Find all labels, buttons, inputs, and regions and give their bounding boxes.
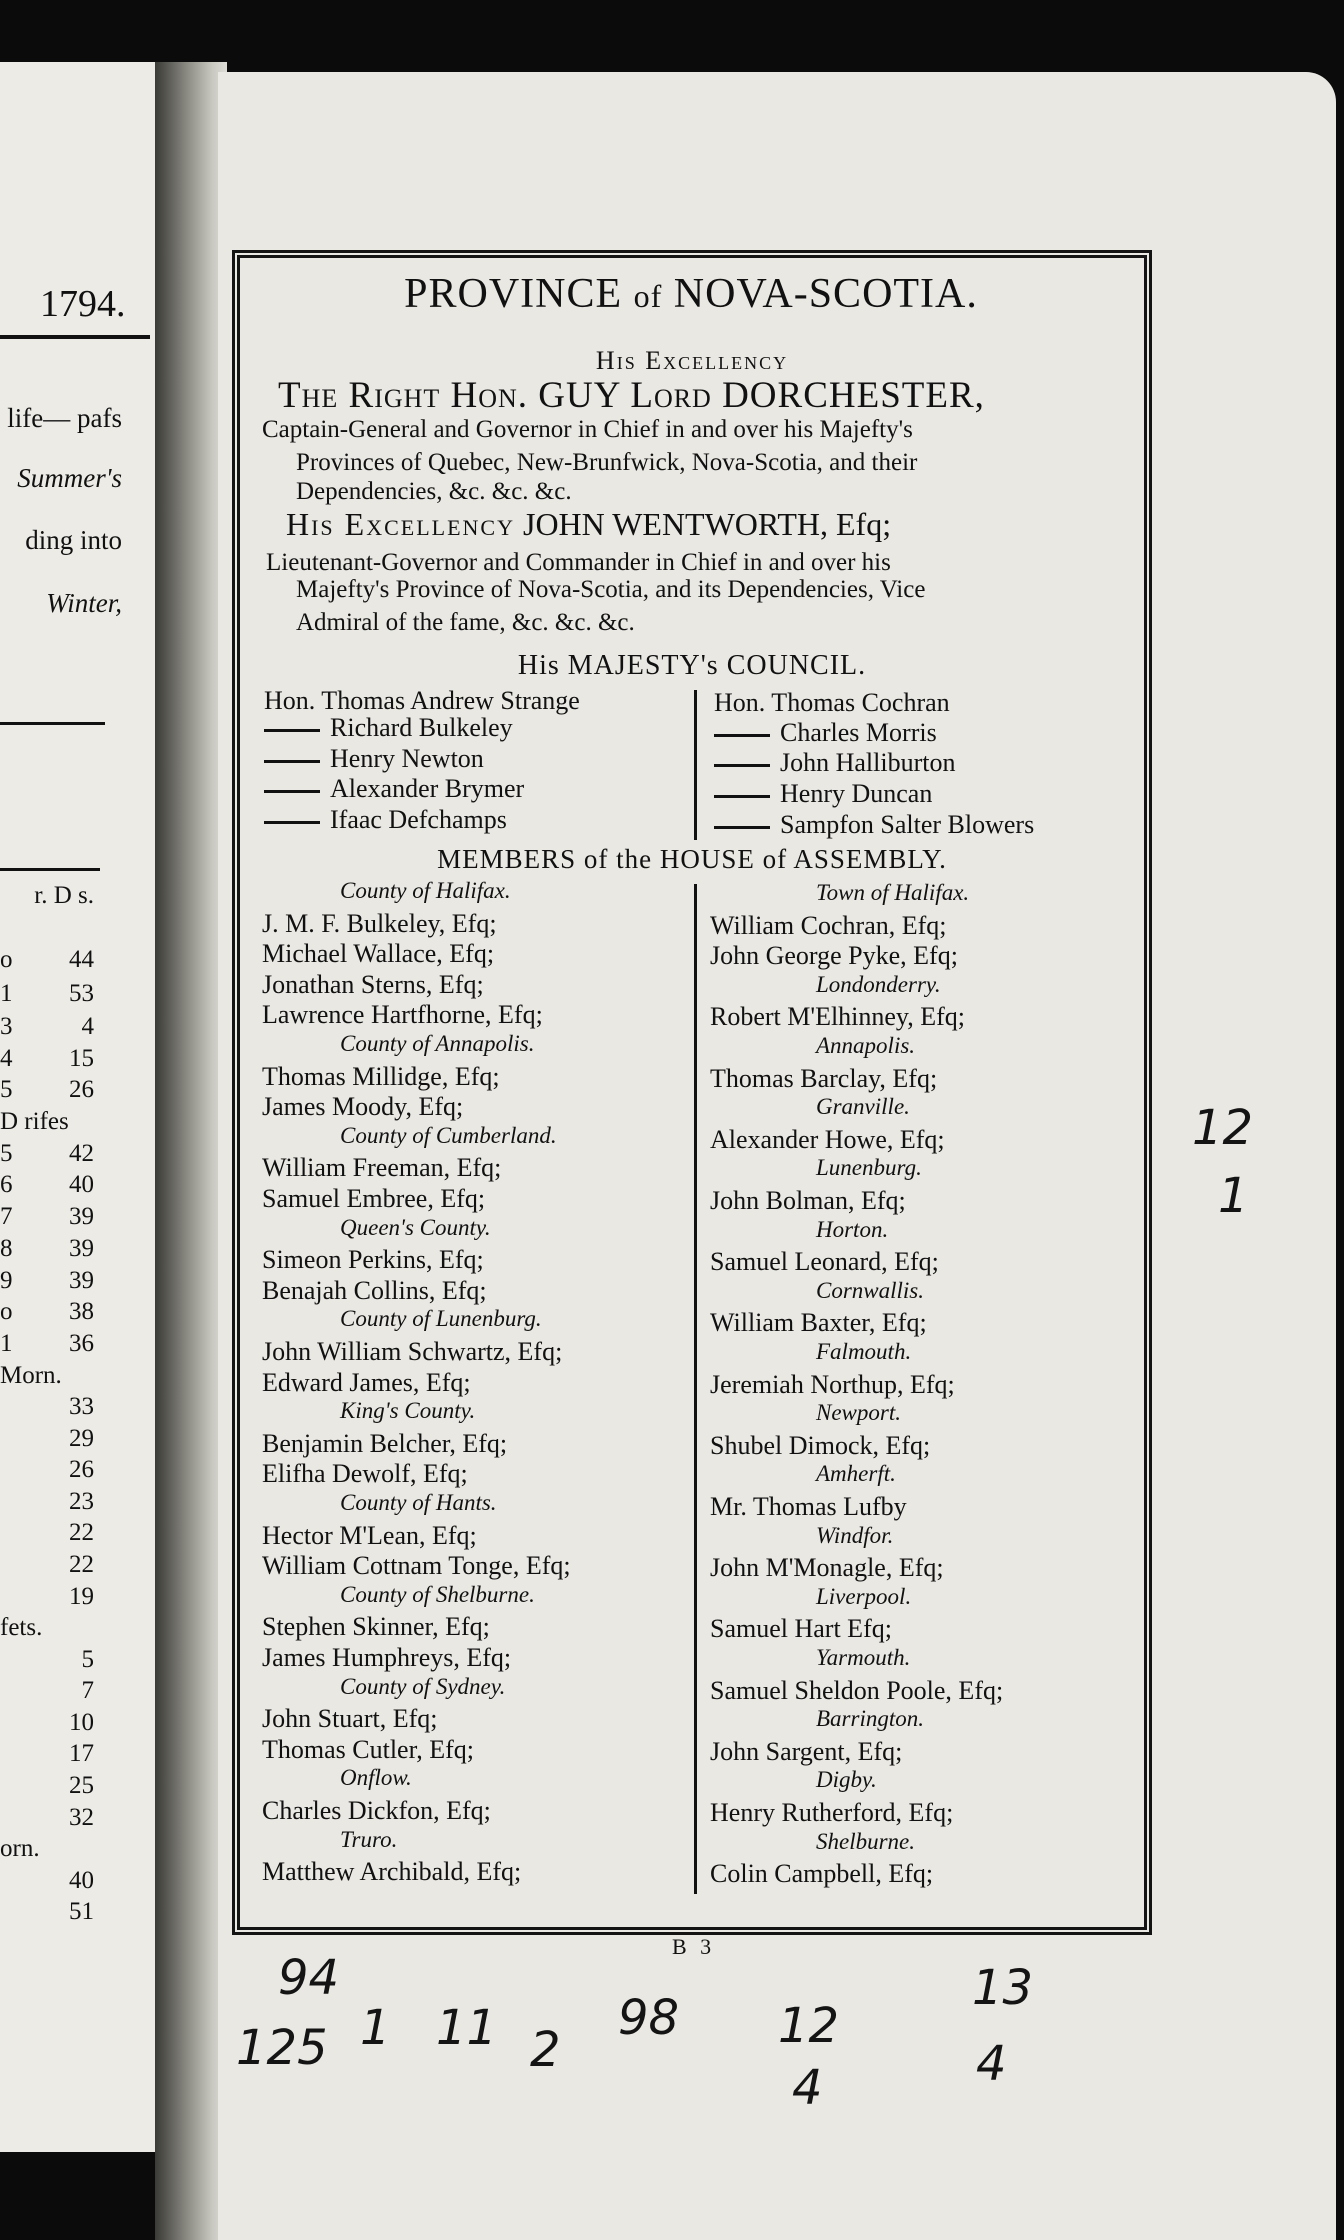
left-table-row bbox=[0, 1614, 100, 1642]
left-page-rule bbox=[0, 868, 100, 871]
left-table-row bbox=[0, 946, 100, 974]
left-table-cell: 23 bbox=[69, 1488, 94, 1515]
assembly-member: Benajah Collins, Efq; bbox=[262, 1275, 487, 1305]
council-member: Hon. Thomas Cochran bbox=[714, 688, 950, 717]
handwritten-margin-number: 1 bbox=[1218, 1168, 1249, 1224]
left-table-row bbox=[0, 1330, 100, 1358]
assembly-member: John Stuart, Efq; bbox=[262, 1704, 438, 1734]
council-member: Henry Duncan bbox=[714, 779, 932, 809]
assembly-member: James Moody, Efq; bbox=[262, 1092, 464, 1122]
left-table-row bbox=[0, 1140, 100, 1168]
governor-description-line: Provinces of Quebec, New-Brunfwick, Nova-Scotia, and their bbox=[296, 449, 918, 476]
constituency-heading: County of Cumberland. bbox=[340, 1122, 557, 1148]
left-table-cell: 33 bbox=[69, 1393, 94, 1420]
left-table-cell: 25 bbox=[69, 1772, 94, 1799]
left-table-row bbox=[0, 1267, 100, 1295]
left-table-row bbox=[0, 1835, 100, 1863]
left-table-cell: 22 bbox=[69, 1551, 94, 1578]
assembly-member: Thomas Barclay, Efq; bbox=[710, 1063, 938, 1093]
assembly-member: Robert M'Elhinney, Efq; bbox=[710, 1002, 966, 1032]
assembly-member: Lawrence Hartfhorne, Efq; bbox=[262, 1000, 543, 1030]
handwritten-number: 125 bbox=[236, 2020, 328, 2076]
constituency-heading: King's County. bbox=[340, 1398, 476, 1424]
left-table-cell: 39 bbox=[69, 1235, 94, 1262]
left-table-cell: o bbox=[0, 1298, 13, 1325]
left-table-row bbox=[0, 1456, 100, 1484]
signature-mark: B 3 bbox=[672, 1934, 716, 1959]
constituency-heading: Amherft. bbox=[816, 1461, 896, 1487]
lieutenant-governor-description-line: Admiral of the fame, &c. &c. &c. bbox=[296, 609, 635, 636]
council-member: Hon. Thomas Andrew Strange bbox=[264, 686, 580, 715]
constituency-heading: Truro. bbox=[340, 1826, 398, 1852]
assembly-member: Michael Wallace, Efq; bbox=[262, 939, 495, 969]
left-table-row bbox=[0, 1108, 100, 1136]
council-member: Charles Morris bbox=[714, 718, 937, 748]
assembly-member: Hector M'Lean, Efq; bbox=[262, 1520, 477, 1550]
left-table-row bbox=[0, 1583, 100, 1611]
left-table-cell: 42 bbox=[69, 1140, 94, 1167]
council-column-divider bbox=[694, 690, 697, 840]
assembly-member: Mr. Thomas Lufby bbox=[710, 1492, 907, 1521]
constituency-heading: County of Halifax. bbox=[340, 878, 511, 903]
left-table-row bbox=[0, 1740, 100, 1768]
assembly-member: Samuel Embree, Efq; bbox=[262, 1184, 486, 1213]
constituency-heading: Liverpool. bbox=[816, 1583, 912, 1609]
left-table-row bbox=[0, 1646, 100, 1674]
assembly-member: James Humphreys, Efq; bbox=[262, 1643, 512, 1672]
left-table-cell: o bbox=[0, 946, 13, 973]
constituency-heading: Barrington. bbox=[816, 1706, 924, 1732]
handwritten-number: 98 bbox=[618, 1990, 680, 2046]
constituency-heading: Falmouth. bbox=[816, 1339, 912, 1364]
assembly-member: William Cottnam Tonge, Efq; bbox=[262, 1551, 571, 1581]
constituency-heading: County of Sydney. bbox=[340, 1673, 506, 1699]
left-table-cell: 40 bbox=[69, 1171, 94, 1198]
council-member: Richard Bulkeley bbox=[264, 713, 513, 743]
assembly-member: Thomas Cutler, Efq; bbox=[262, 1734, 474, 1764]
left-table-cell: 7 bbox=[0, 1203, 13, 1230]
page-title: PROVINCE of NOVA-SCOTIA. bbox=[404, 271, 978, 317]
left-verse-line: ding into bbox=[25, 525, 122, 555]
assembly-member: William Freeman, Efq; bbox=[262, 1153, 502, 1183]
left-table-cell: Morn. bbox=[0, 1362, 62, 1389]
assembly-member: Jeremiah Northup, Efq; bbox=[710, 1369, 955, 1399]
assembly-member: Alexander Howe, Efq; bbox=[710, 1124, 945, 1154]
left-table-cell: 22 bbox=[69, 1519, 94, 1546]
left-table-row bbox=[0, 1076, 100, 1104]
left-table-row bbox=[0, 1551, 100, 1579]
left-table-cell: 26 bbox=[69, 1076, 94, 1103]
assembly-member: Matthew Archibald, Efq; bbox=[262, 1857, 522, 1887]
assembly-member: John Sargent, Efq; bbox=[710, 1736, 903, 1766]
assembly-member: J. M. F. Bulkeley, Efq; bbox=[262, 908, 497, 938]
assembly-member: Simeon Perkins, Efq; bbox=[262, 1245, 484, 1275]
assembly-member: William Baxter, Efq; bbox=[710, 1308, 927, 1338]
constituency-heading: County of Hants. bbox=[340, 1490, 497, 1515]
left-verse-line: Winter, bbox=[46, 588, 122, 618]
constituency-heading: Londonderry. bbox=[816, 971, 941, 997]
left-table-cell: 4 bbox=[81, 1013, 94, 1040]
left-table-cell: 19 bbox=[69, 1583, 94, 1610]
assembly-member: John George Pyke, Efq; bbox=[710, 941, 958, 971]
left-table-row bbox=[0, 1677, 100, 1705]
left-page-rule bbox=[0, 722, 105, 725]
constituency-heading: County of Lunenburg. bbox=[340, 1306, 542, 1332]
left-table-cell: 4 bbox=[0, 1045, 13, 1072]
left-table-cell: 17 bbox=[69, 1740, 94, 1767]
left-table-cell: 26 bbox=[69, 1456, 94, 1483]
left-table-cell: 8 bbox=[0, 1235, 13, 1262]
handwritten-number: 11 bbox=[436, 2000, 498, 2056]
left-table-row bbox=[0, 1171, 100, 1199]
constituency-heading: Town of Halifax. bbox=[816, 880, 970, 905]
left-table-row bbox=[0, 1867, 100, 1895]
left-page-rule bbox=[0, 335, 150, 339]
lieutenant-governor-description-line: Lieutenant-Governor and Commander in Chief in and over his bbox=[266, 549, 891, 576]
left-table-cell: 38 bbox=[69, 1298, 94, 1325]
left-table-cell: 39 bbox=[69, 1267, 94, 1294]
assembly-member: Charles Dickfon, Efq; bbox=[262, 1796, 491, 1825]
left-table-row bbox=[0, 1772, 100, 1800]
assembly-member: John M'Monagle, Efq; bbox=[710, 1553, 944, 1583]
constituency-heading: Windfor. bbox=[816, 1522, 894, 1548]
assembly-member: Samuel Hart Efq; bbox=[710, 1614, 892, 1644]
left-table-cell: 5 bbox=[0, 1076, 13, 1103]
assembly-member: Benjamin Belcher, Efq; bbox=[262, 1428, 508, 1458]
left-table-cell: 32 bbox=[69, 1804, 94, 1831]
left-table-row bbox=[0, 1203, 100, 1231]
governor-description-line: Dependencies, &c. &c. &c. bbox=[296, 478, 572, 505]
constituency-heading: Onflow. bbox=[340, 1765, 412, 1791]
left-table-row bbox=[0, 1488, 100, 1516]
council-member: Alexander Brymer bbox=[264, 774, 524, 804]
assembly-member: John Bolman, Efq; bbox=[710, 1186, 906, 1215]
handwritten-number: 2 bbox=[530, 2022, 561, 2078]
left-table-row bbox=[0, 980, 100, 1008]
assembly-member: Henry Rutherford, Efq; bbox=[710, 1798, 954, 1827]
constituency-heading: County of Shelburne. bbox=[340, 1581, 535, 1607]
assembly-member: John William Schwartz, Efq; bbox=[262, 1337, 563, 1366]
left-table-cell: orn. bbox=[0, 1835, 40, 1862]
lieutenant-governor-heading: His Excellency JOHN WENTWORTH, Efq; bbox=[286, 506, 892, 542]
left-table-cell: 1 bbox=[0, 1330, 13, 1357]
left-table-cell: 44 bbox=[69, 946, 94, 973]
left-table-row bbox=[0, 1013, 100, 1041]
left-table-row bbox=[0, 1235, 100, 1263]
handwritten-number: 94 bbox=[278, 1950, 340, 2006]
handwritten-margin-number: 12 bbox=[1192, 1100, 1254, 1156]
left-page-year: 1794. bbox=[40, 283, 126, 325]
handwritten-number: 1 bbox=[360, 2000, 391, 2056]
assembly-column-divider bbox=[694, 884, 697, 1894]
constituency-heading: Digby. bbox=[816, 1767, 877, 1793]
left-table-cell: 39 bbox=[69, 1203, 94, 1230]
assembly-member: Thomas Millidge, Efq; bbox=[262, 1061, 500, 1091]
constituency-heading: Newport. bbox=[816, 1400, 901, 1426]
left-table-row bbox=[0, 1045, 100, 1073]
left-table-row bbox=[0, 1709, 100, 1737]
left-verse-line: Summer's bbox=[17, 463, 122, 493]
left-table-row bbox=[0, 1898, 100, 1926]
constituency-heading: Shelburne. bbox=[816, 1828, 916, 1854]
handwritten-number: 12 bbox=[778, 1998, 840, 2054]
left-table-row bbox=[0, 1519, 100, 1547]
council-member: John Halliburton bbox=[714, 748, 956, 778]
assembly-member: Jonathan Sterns, Efq; bbox=[262, 969, 484, 999]
left-table-cell: 5 bbox=[81, 1646, 94, 1673]
constituency-heading: Horton. bbox=[816, 1216, 889, 1242]
left-table-cell: 7 bbox=[81, 1677, 94, 1704]
left-verse-line: life— pafs bbox=[7, 403, 122, 433]
constituency-heading: Queen's County. bbox=[340, 1214, 491, 1240]
left-table-cell: 6 bbox=[0, 1171, 13, 1198]
left-table-cell: 10 bbox=[69, 1709, 94, 1736]
council-member: Ifaac Defchamps bbox=[264, 805, 507, 835]
left-table-cell: 53 bbox=[69, 980, 94, 1007]
constituency-heading: Cornwallis. bbox=[816, 1277, 925, 1303]
lieutenant-governor-description-line: Majefty's Province of Nova-Scotia, and its Dependencies, Vice bbox=[296, 576, 926, 603]
left-table-cell: 5 bbox=[0, 1140, 13, 1167]
left-table-cell: 15 bbox=[69, 1045, 94, 1072]
left-table-cell: fets. bbox=[0, 1614, 43, 1641]
council-member: Henry Newton bbox=[264, 744, 484, 774]
left-table-cell: 9 bbox=[0, 1267, 13, 1294]
left-table-row bbox=[0, 1298, 100, 1326]
left-table-row bbox=[0, 1425, 100, 1453]
assembly-member: Edward James, Efq; bbox=[262, 1367, 471, 1397]
left-table-row bbox=[0, 1362, 100, 1390]
left-table-cell: 3 bbox=[0, 1013, 13, 1040]
governor-description-line: Captain-General and Governor in Chief in and over his Majefty's bbox=[262, 416, 913, 443]
left-table-cell: 40 bbox=[69, 1867, 94, 1894]
his-excellency-heading: His Excellency bbox=[595, 346, 789, 375]
constituency-heading: County of Annapolis. bbox=[340, 1031, 535, 1056]
left-table-cell: 1 bbox=[0, 980, 13, 1007]
assembly-heading: MEMBERS of the HOUSE of ASSEMBLY. bbox=[437, 844, 947, 874]
assembly-member: Samuel Leonard, Efq; bbox=[710, 1247, 939, 1277]
left-table-header: r. D s. bbox=[34, 882, 94, 909]
handwritten-number: 4 bbox=[792, 2060, 823, 2116]
assembly-member: Shubel Dimock, Efq; bbox=[710, 1430, 931, 1460]
left-table-cell: 51 bbox=[69, 1898, 94, 1925]
council-member: Sampfon Salter Blowers bbox=[714, 810, 1034, 840]
left-table-cell: 29 bbox=[69, 1425, 94, 1452]
constituency-heading: Annapolis. bbox=[816, 1033, 916, 1058]
council-heading: His MAJESTY's COUNCIL. bbox=[517, 650, 867, 681]
constituency-heading: Lunenburg. bbox=[816, 1155, 922, 1181]
left-table-row bbox=[0, 1804, 100, 1832]
assembly-member: Samuel Sheldon Poole, Efq; bbox=[710, 1675, 1004, 1705]
constituency-heading: Yarmouth. bbox=[816, 1645, 911, 1670]
assembly-member: Stephen Skinner, Efq; bbox=[262, 1612, 490, 1642]
left-table-cell: D rifes bbox=[0, 1108, 69, 1135]
left-table-row bbox=[0, 1393, 100, 1421]
handwritten-number: 4 bbox=[976, 2036, 1007, 2092]
book-gutter bbox=[155, 62, 227, 2240]
assembly-member: William Cochran, Efq; bbox=[710, 910, 947, 940]
handwritten-number: 13 bbox=[972, 1960, 1034, 2016]
left-table-cell: 36 bbox=[69, 1330, 94, 1357]
constituency-heading: Granville. bbox=[816, 1094, 910, 1120]
assembly-member: Colin Campbell, Efq; bbox=[710, 1859, 934, 1889]
assembly-member: Elifha Dewolf, Efq; bbox=[262, 1459, 468, 1489]
governor-name: The Right Hon. GUY Lord DORCHESTER, bbox=[278, 375, 985, 416]
